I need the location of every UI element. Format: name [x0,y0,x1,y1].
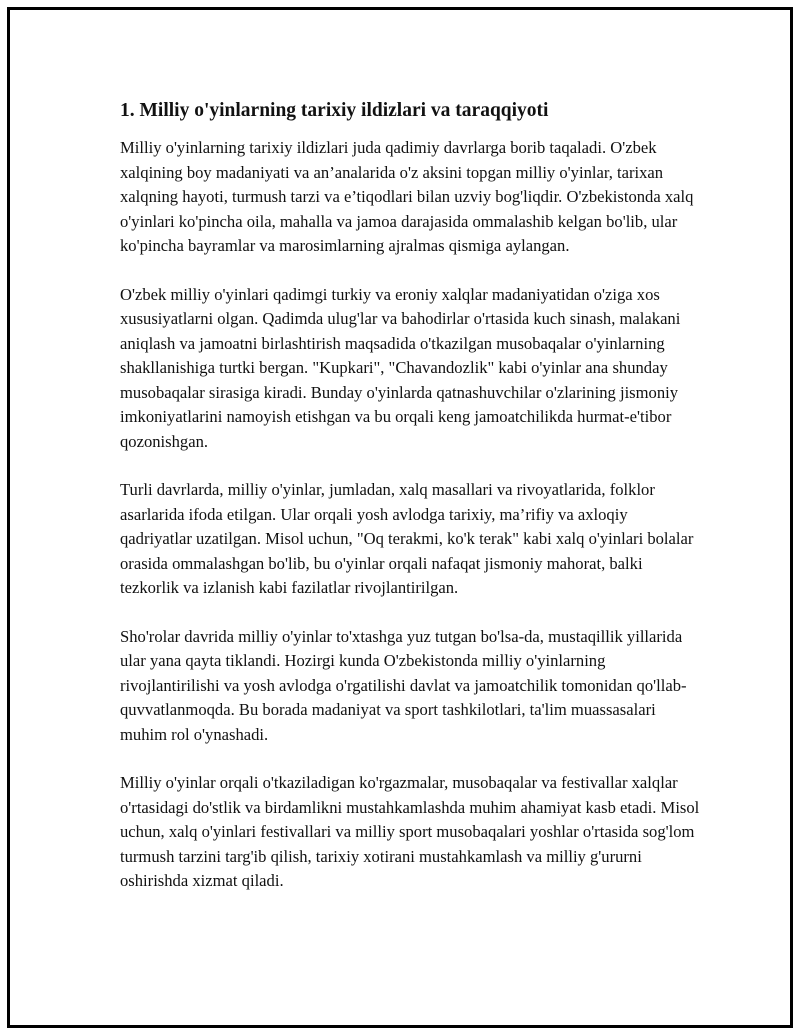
paragraph-5: Milliy o'yinlar orqali o'tkaziladigan ko'rgazmalar, musobaqalar va festivallar xalqlar o'rtasidagi do'stlik va birdamlikni mustahkamlashda muhim ahamiyat kasb etadi. Misol uchun, xalq o'yinlari festivallari va milliy sport musobaqalari yoshlar o'rtasida sog'lom turmush tarzini targ'ib qilish, tarixiy xotirani mustahkamlash va milliy g'ururni oshirishda xizmat qiladi. [120,773,700,890]
paragraph-2: O'zbek milliy o'yinlari qadimgi turkiy va eroniy xalqlar madaniyatidan o'ziga xos xususiyatlarni olgan. Qadimda ulug'lar va bahodirlar o'rtasida kuch sinash, malakani aniqlash va jamoatni birlashtirish maqsadida o'tkazilgan musobaqalar o'yinlarning shakllanishiga turtki bergan. "Kupkari", "Chavandozlik" kabi o'yinlar ana shunday musobaqalar sirasiga kiradi. Bunday o'yinlarda qatnashuvchilar o'zlarining jismoniy imkoniyatlarini namoyish etishgan va bu orqali keng jamoatchilikda hurmat-e'tibor qozonishgan. [120,284,681,451]
document-page [7,7,793,1028]
document-body [120,96,700,918]
paragraph-3: Turli davrlarda, milliy o'yinlar, jumladan, xalq masallari va rivoyatlarida, folklor asarlarida ifoda etilgan. Ular orqali yosh avlodga tarixiy, ma’rifiy va axloqiy qadriyatlar uzatilgan. Misol uchun, "Oq terakmi, ko'k terak" kabi xalq o'yinlari bolalar orasida ommalashgan bo'lib, bu o'yinlar orqali nafaqat jismoniy mahorat, balki tezkorlik va izlanish kabi fazilatlar rivojlantirilgan. [120,480,694,597]
paragraph-4: Sho'rolar davrida milliy o'yinlar to'xtashga yuz tutgan bo'lsa-da, mustaqillik yillarida ular yana qayta tiklandi. Hozirgi kunda O'zbekistonda milliy o'yinlarning rivojlantirilishi va yosh avlodga o'rgatilishi davlat va jamoatchilik tomonidan qo'llab-quvvatlanmoqda. Bu borada madaniyat va sport tashkilotlari, ta'lim muassasalari muhim rol o'ynashadi. [120,626,687,744]
paragraph-1: Milliy o'yinlarning tarixiy ildizlari juda qadimiy davrlarga borib taqaladi. O'zbek xalqining boy madaniyati va an’analarida o'z aksini topgan milliy o'yinlar, tarixan xalqning hayoti, turmush tarzi va e’tiqodlari bilan uzviy bog'liqdir. O'zbekistonda xalq o'yinlari ko'pincha oila, mahalla va jamoa darajasida ommalashib kelgan bo'lib, ular ko'pincha bayramlar va marosimlarning ajralmas qismiga aylangan. [120,138,694,255]
section-heading: 1. Milliy o'yinlarning tarixiy ildizlari va taraqqiyoti [120,100,549,121]
